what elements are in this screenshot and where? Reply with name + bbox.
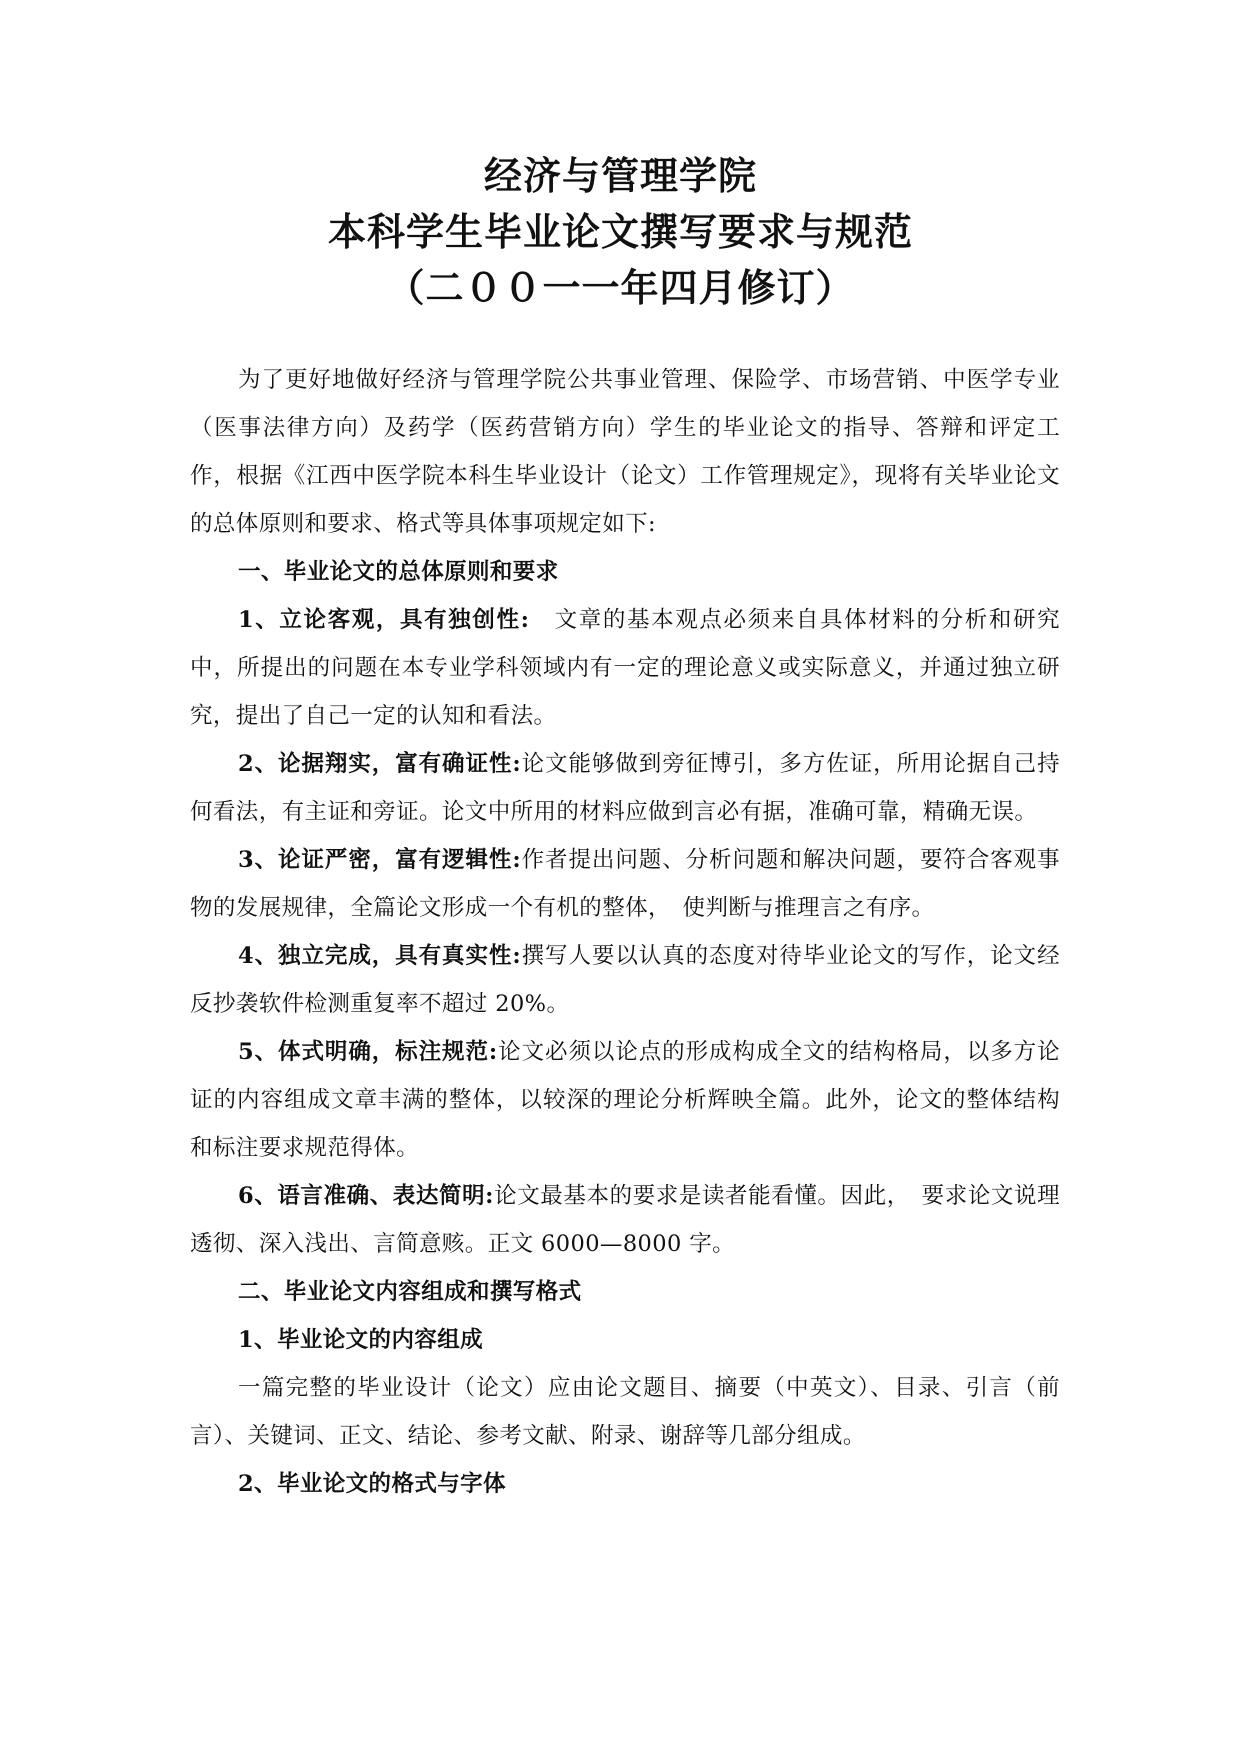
principle-item-6 xyxy=(190,1172,1060,1268)
principle-item-5 xyxy=(190,1028,1060,1172)
document-body xyxy=(190,356,1060,1508)
principle-item-1-lead: 1、立论客观，具有独创性: xyxy=(238,607,530,633)
principle-item-2-text: 论文能够做到旁征博引，多方佐证，所用论据自己持何看法，有主证和旁证。论文中所用的材料应做到言必有据，准确可靠，精确无误。 xyxy=(190,751,1061,825)
principle-item-1-text: 文章的基本观点必须来自具体材料的分析和研究中，所提出的问题在本专业学科领域内有一定的理论意义或实际意义，并通过独立研究，提出了自己一定的认知和看法。 xyxy=(190,607,1060,729)
principle-item-5-text: 论文必须以论点的形成构成全文的结构格局，以多方论证的内容组成文章丰满的整体，以较深的理论分析辉映全篇。此外，论文的整体结构和标注要求规范得体。 xyxy=(190,1039,1060,1161)
intro-paragraph: 为了更好地做好经济与管理学院公共事业管理、保险学、市场营销、中医学专业（医事法律方向）及药学（医药营销方向）学生的毕业论文的指导、答辩和评定工作，根据《江西中医学院本科生毕业设计（论文）工作管理规定》，现将有关毕业论文的总体原则和要求、格式等具体事项规定如下: xyxy=(190,367,1060,537)
subsection-2-1-heading: 1、毕业论文的内容组成 xyxy=(238,1327,484,1353)
title-line-2: 本科学生毕业论文撰写要求与规范 xyxy=(327,209,913,254)
principle-item-6-text: 论文最基本的要求是读者能看懂。因此， 要求论文说理透彻、深入浅出、言简意赅。正文 6000—8000 字。 xyxy=(190,1183,1060,1257)
principle-item-4-text: 撰写人要以认真的态度对待毕业论文的写作，论文经反抄袭软件检测重复率不超过 20%。 xyxy=(190,943,1061,1017)
principle-item-6-lead: 6、语言准确、表达简明: xyxy=(238,1183,494,1209)
principle-item-2-lead: 2、论据翔实，富有确证性: xyxy=(238,751,522,777)
document-title xyxy=(0,148,1241,316)
section-2-heading: 二、毕业论文内容组成和撰写格式 xyxy=(238,1279,582,1305)
principle-item-3-text: 作者提出问题、分析问题和解决问题，要符合客观事物的发展规律，全篇论文形成一个有机的整体， 使判断与推理言之有序。 xyxy=(190,847,1061,921)
principle-item-3-lead: 3、论证严密，富有逻辑性: xyxy=(238,847,522,873)
section-1-heading: 一、毕业论文的总体原则和要求 xyxy=(238,559,559,585)
principle-item-4-lead: 4、独立完成，具有真实性: xyxy=(238,943,522,969)
principle-item-2 xyxy=(190,740,1060,836)
principle-item-4 xyxy=(190,932,1060,1028)
subsection-2-2-heading: 2、毕业论文的格式与字体 xyxy=(238,1471,506,1497)
principle-item-5-lead: 5、体式明确，标注规范: xyxy=(238,1039,498,1065)
title-line-1: 经济与管理学院 xyxy=(483,153,757,198)
principle-item-1 xyxy=(190,596,1060,740)
title-line-3: （二００一一年四月修订） xyxy=(386,265,855,310)
principle-item-3 xyxy=(190,836,1060,932)
subsection-2-1-text: 一篇完整的毕业设计（论文）应由论文题目、摘要（中英文）、目录、引言（前言）、关键词、正文、结论、参考文献、附录、谢辞等几部分组成。 xyxy=(190,1375,1060,1449)
